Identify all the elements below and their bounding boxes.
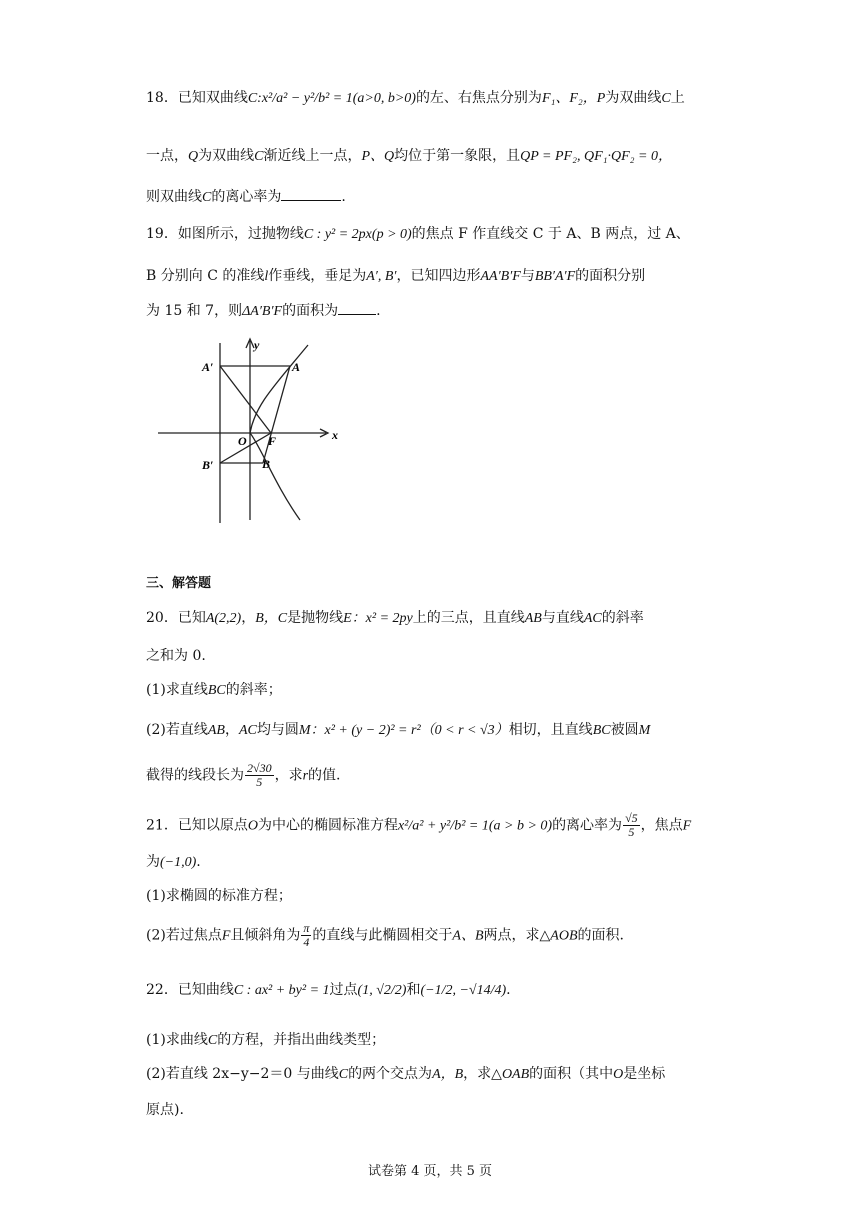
point-a: A(2,2) (205, 611, 242, 626)
circle-m: M： (298, 723, 325, 738)
q19-text: 与 (520, 268, 535, 284)
line-ab: AB (207, 723, 225, 738)
label-y: y (254, 338, 260, 352)
q19-text: 为 15 和 7，则 (146, 303, 243, 319)
triangle-oab: △OAB (491, 1067, 530, 1082)
triangle-aob: △AOB (539, 928, 578, 944)
curve-c: C (661, 91, 671, 106)
curve-equation: C : ax² + by² = 1 (233, 983, 330, 998)
points-bc: B，C (255, 611, 288, 626)
q21-text: 的离心率为 (552, 817, 623, 834)
q19-line3 (146, 300, 381, 322)
q22-text: (2)若直线 2x−y−2＝0 与曲线 (146, 1066, 339, 1082)
q20-text: 相切，且直线 (508, 722, 593, 738)
q22-line4: 原点). (146, 1102, 184, 1118)
label-b: B (262, 457, 271, 471)
curve-c: C (207, 1033, 218, 1048)
q19-text: 作垂线，垂足为 (268, 268, 367, 284)
q22-text: 的面积（其中 (529, 1066, 614, 1082)
q19-text: 的面积为 (282, 303, 339, 319)
q22-line3 (146, 1064, 665, 1085)
q18-text: 的离心率为 (211, 189, 282, 205)
circle-m: M (638, 723, 651, 738)
section-heading: 三、解答题 (146, 576, 212, 591)
q20-line1 (146, 608, 644, 629)
q19-text: B 分别向 C 的准线 (146, 268, 265, 284)
q20-text: (2)若直线 (146, 722, 208, 738)
focus-f: F (682, 818, 692, 834)
q21-line3: (1)求椭圆的标准方程； (146, 888, 292, 904)
parabola-equation: C : y² = 2px(p > 0) (303, 227, 412, 242)
vector-condition: QP = PF₂, QF₁·QF₂ = 0， (520, 149, 672, 164)
triangle-label: ΔA′B′F (242, 304, 283, 319)
focus-f: F (221, 928, 231, 944)
q21-text: 为中心的椭圆标准方程 (257, 817, 398, 834)
q20-text: ， (224, 722, 239, 738)
q21-text: (2)若过焦点 (146, 927, 222, 944)
q21-line4 (146, 922, 624, 949)
fraction-numerator: 2√30 (247, 761, 272, 775)
points-pq: P、Q (361, 149, 395, 164)
origin-o: O (247, 818, 258, 834)
q18-text: 上 (670, 90, 685, 106)
q20-text: 均与圆 (256, 722, 299, 738)
origin-o: O (613, 1067, 624, 1082)
focus-coordinates: (−1,0) (160, 855, 197, 870)
q18-text: 18．已知双曲线 (146, 90, 248, 106)
q19-text: 19．如图所示，过抛物线 (146, 226, 304, 242)
quad-2: BB′A′F (534, 269, 576, 284)
parabola-equation: x² = 2py (365, 611, 413, 626)
q18-text: 为双曲线 (605, 90, 662, 106)
q18-text: 则双曲线 (146, 189, 202, 205)
q22-text: . (506, 982, 511, 998)
q21-text: 的直线与此椭圆相交于 (312, 927, 453, 944)
q22-text: 过点 (329, 982, 358, 998)
label-o: O (238, 434, 247, 448)
q19-line1 (146, 224, 690, 245)
q19-line2 (146, 266, 645, 287)
q20-text: 上的三点，且直线 (412, 610, 525, 626)
q20-text: ， (241, 610, 256, 626)
fraction-denominator: 4 (303, 935, 310, 949)
q20-text: 被圆 (610, 722, 639, 738)
q20-text: 的斜率 (601, 610, 644, 626)
q20-line2: 之和为 0. (146, 648, 206, 664)
q22-text: ，求 (463, 1066, 492, 1082)
q21-line1 (146, 812, 691, 839)
q20-text: 的斜率； (225, 682, 282, 698)
q20-line5 (146, 762, 341, 789)
answer-blank[interactable] (338, 300, 376, 315)
q22-line2 (146, 1030, 385, 1051)
q20-text: 与直线 (541, 610, 584, 626)
q20-text: ，求 (274, 767, 303, 784)
q18-line1 (146, 88, 685, 109)
line-ab: AB (524, 611, 542, 626)
q20-text: 20．已知 (146, 610, 206, 626)
point-1: (1, √2/2) (357, 983, 407, 998)
quad-1: AA′B′F (480, 269, 521, 284)
curve-c: C (202, 190, 212, 205)
angle-fraction (301, 922, 311, 949)
q22-text: 是坐标 (623, 1066, 666, 1082)
label-a: A (292, 360, 301, 374)
fraction-denominator: 5 (628, 825, 635, 839)
q18-text: . (341, 189, 346, 205)
q21-text: 为 (146, 854, 160, 870)
q18-text: 的左、右焦点分别为 (415, 90, 542, 106)
foci-labels: F₁、F₂， (541, 91, 597, 106)
q20-text: 的值. (308, 767, 341, 784)
q19-text: 的面积分别 (575, 268, 646, 284)
fraction-numerator: π (303, 921, 310, 935)
q19-text: . (376, 303, 381, 319)
segment-a1-f (220, 366, 271, 433)
q20-text: (1)求直线 (146, 682, 208, 698)
points-ab: A、B (452, 928, 484, 944)
feet-labels: A′, B′ (366, 269, 397, 284)
label-a-prime: A′ (202, 360, 214, 374)
q21-text: 的面积. (577, 927, 624, 944)
q18-line2 (146, 146, 672, 167)
q20-line3 (146, 680, 282, 701)
point-p: P (596, 91, 606, 106)
parabola-figure (150, 335, 350, 525)
ellipse-equation: x²/a² + y²/b² = 1(a > b > 0) (397, 818, 553, 834)
q22-text: 的方程，并指出曲线类型； (217, 1032, 386, 1048)
q22-line1 (146, 980, 511, 1001)
q22-text: 的两个交点为 (348, 1066, 433, 1082)
q22-text: (1)求曲线 (146, 1032, 208, 1048)
line-bc: BC (207, 683, 226, 698)
q18-text: 一点， (146, 148, 188, 164)
q18-text: 渐近线上一点， (263, 148, 362, 164)
q19-text: 的焦点 F 作直线交 C 于 A、B 两点，过 A、 (411, 226, 690, 242)
q20-line4 (146, 720, 650, 741)
q19-text: ，已知四边形 (396, 268, 481, 284)
curve-c: C (338, 1067, 349, 1082)
points-ab: A，B (432, 1067, 464, 1082)
radius-r: r (302, 768, 309, 784)
answer-blank[interactable] (281, 186, 341, 201)
eccentricity-fraction (623, 812, 640, 839)
q18-line3 (146, 186, 346, 208)
fraction-denominator: 5 (256, 775, 263, 789)
q21-text: ，焦点 (640, 817, 683, 834)
q22-text: 22．已知曲线 (146, 982, 234, 998)
q21-text: 21．已知以原点 (146, 817, 248, 834)
curve-c: C (254, 149, 264, 164)
q21-text: 两点，求 (483, 927, 540, 944)
chord-length-fraction (245, 762, 274, 789)
q18-text: 均位于第一象限，且 (394, 148, 521, 164)
q20-text: 是抛物线 (287, 610, 344, 626)
chord-ab (263, 366, 290, 463)
parabola-e: E： (343, 611, 366, 626)
label-b-prime: B′ (202, 458, 214, 472)
hyperbola-equation: C:x²/a² − y²/b² = 1(a>0, b>0) (247, 91, 416, 106)
directrix-l: l (264, 269, 269, 284)
circle-equation: x² + (y − 2)² = r²（0 < r < √3） (324, 723, 509, 738)
page-footer: 试卷第 4 页，共 5 页 (367, 1164, 493, 1179)
label-f: F (268, 434, 277, 448)
q21-text: . (196, 854, 201, 870)
label-x: x (332, 428, 338, 442)
point-q: Q (188, 149, 199, 164)
line-ac: AC (583, 611, 602, 626)
line-bc: BC (592, 723, 611, 738)
q20-text: 截得的线段长为 (146, 767, 244, 784)
point-2: (−1/2, −√14/4) (420, 983, 507, 998)
q18-text: 为双曲线 (198, 148, 255, 164)
line-ac: AC (238, 723, 257, 738)
q21-text: 且倾斜角为 (230, 927, 301, 944)
fraction-numerator: √5 (625, 811, 638, 825)
q21-line2 (146, 852, 201, 873)
q22-text: 和 (406, 982, 421, 998)
